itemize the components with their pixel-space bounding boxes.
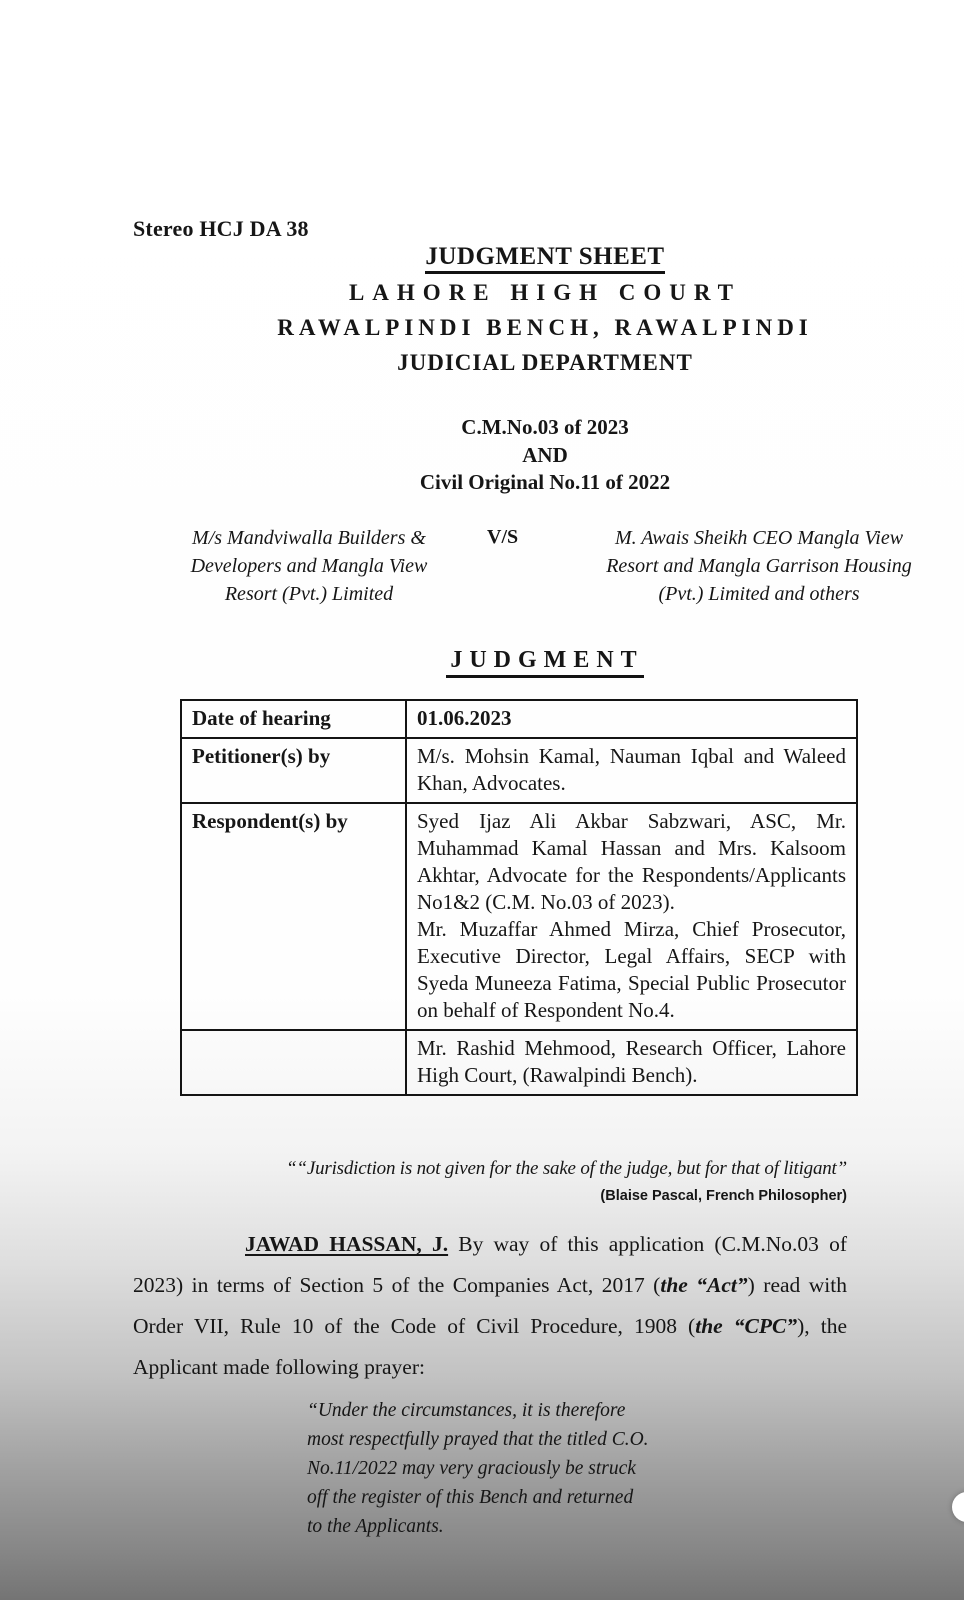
row-value <box>406 803 857 1030</box>
pascal-quote: ““Jurisdiction is not given for the sake of the judge, but for that of litigant” <box>286 1158 847 1179</box>
court-bench: RAWALPINDI BENCH, RAWALPINDI <box>277 315 813 340</box>
case-number-civil-original: Civil Original No.11 of 2022 <box>419 470 671 494</box>
row-label <box>181 1030 406 1095</box>
judgment-sheet-title-text: JUDGMENT SHEET <box>425 243 664 274</box>
opening-segment-3: ), the Applicant made following prayer: <box>133 1314 847 1379</box>
case-number-cm: C.M.No.03 of 2023 <box>461 415 629 439</box>
case-number-conjunction: AND <box>522 443 568 467</box>
row-value: M/s. Mohsin Kamal, Nauman Iqbal and Waleed Khan, Advocates. <box>406 738 857 803</box>
stereo-number: Stereo HCJ DA 38 <box>133 216 309 241</box>
court-department: JUDICIAL DEPARTMENT <box>397 350 693 375</box>
opening-paragraph <box>133 1224 847 1388</box>
respondents-counsel-paragraph-1: Syed Ijaz Ali Akbar Sabzwari, ASC, Mr. Muhammad Kamal Hassan and Mrs. Kalsoom Akhtar, Advocate for the Respondents/Applicants No1&2 (C.M. No.03 of 2023). <box>417 809 846 914</box>
opening-segment-1: By way of this application (C.M.No.03 of 2023) in terms of Section 5 of the Companies Act, 2017 ( <box>133 1232 847 1297</box>
row-label: Petitioner(s) by <box>181 738 406 803</box>
floating-button[interactable] <box>952 1492 964 1522</box>
petitioner-name: M/s Mandviwalla Builders & Developers and Mangla View Resort (Pvt.) Limited <box>190 527 428 605</box>
versus-label: V/S <box>487 526 519 548</box>
prayer-quote: “Under the circumstances, it is therefore most respectfully prayed that the titled C.O. No.11/2022 may very graciously be struck off the register of this Bench and returned to the Applicants. <box>307 1400 649 1537</box>
hearing-table <box>180 699 858 1096</box>
respondent-name: M. Awais Sheikh CEO Mangla View Resort and Mangla Garrison Housing (Pvt.) Limited and others <box>606 527 912 605</box>
opening-segment-2: ) read with Order VII, Rule 10 of the Code of Civil Procedure, 1908 ( <box>133 1273 847 1338</box>
row-value: Mr. Rashid Mehmood, Research Officer, Lahore High Court, (Rawalpindi Bench). <box>406 1030 857 1095</box>
row-label: Respondent(s) by <box>181 803 406 1030</box>
judgment-sheet-title <box>133 243 957 271</box>
act-term: the “Act” <box>660 1273 748 1297</box>
table-row-date-of-hearing <box>181 700 857 738</box>
quote-attribution: (Blaise Pascal, French Philosopher) <box>600 1188 847 1204</box>
respondents-counsel-paragraph-2: Mr. Muzaffar Ahmed Mirza, Chief Prosecutor, Executive Director, Legal Affairs, SECP with Syeda Muneeza Fatima, Special Public Prosecutor on behalf of Respondent No.4. <box>417 917 846 1022</box>
table-row-petitioners <box>181 738 857 803</box>
judgment-heading-text: JUDGMENT <box>446 647 643 678</box>
row-label: Date of hearing <box>181 700 406 738</box>
row-value: 01.06.2023 <box>406 700 857 738</box>
court-name: LAHORE HIGH COURT <box>348 280 742 305</box>
table-row-respondents <box>181 803 857 1030</box>
table-row-research-officer <box>181 1030 857 1095</box>
judge-name: JAWAD HASSAN, J. <box>245 1232 449 1256</box>
judgment-heading <box>133 647 957 674</box>
cpc-term: the “CPC” <box>695 1314 798 1338</box>
